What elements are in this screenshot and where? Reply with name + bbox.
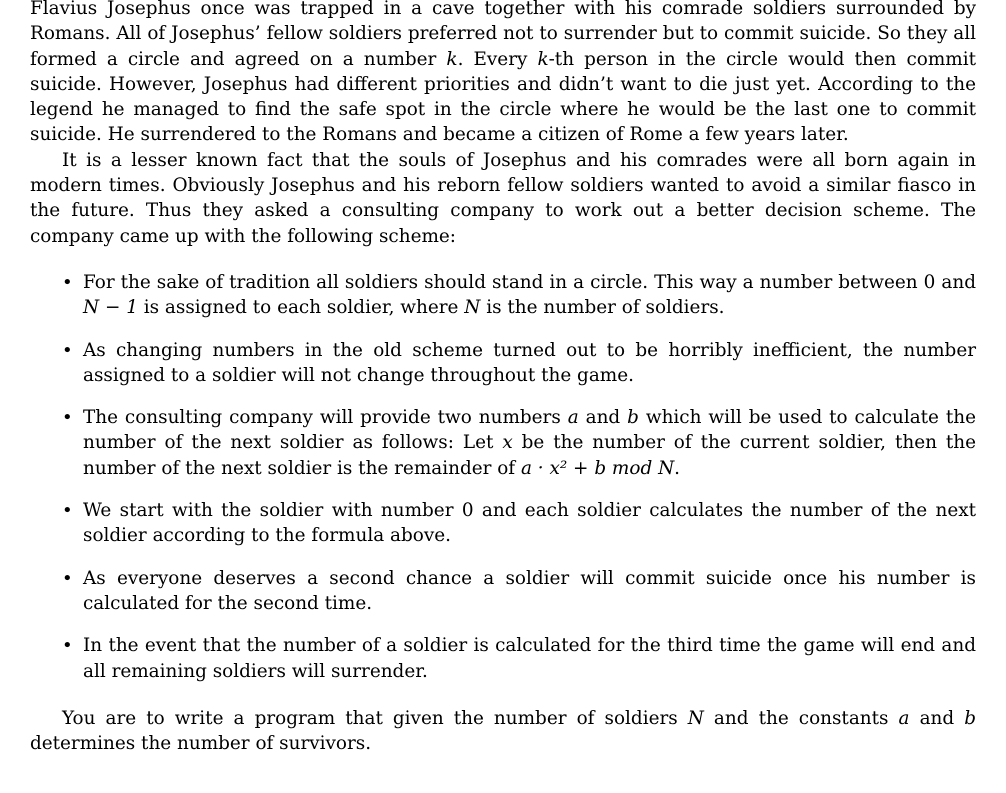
variable-a: a — [567, 407, 579, 429]
bullet-icon: • — [62, 567, 73, 589]
closing-text-2: and the constants — [703, 707, 899, 729]
problem-statement — [30, 0, 976, 756]
rule-3-text-2: and — [578, 407, 628, 429]
intro-paragraph — [30, 0, 976, 148]
rule-3-text-3: which will be used to calculate the number of the next soldier as follows: Let — [83, 407, 976, 454]
rule-1-text-3: is the number of soldiers. — [480, 297, 725, 319]
rules-list — [30, 270, 976, 684]
bullet-icon: • — [62, 407, 73, 429]
closing-text-3: and — [909, 707, 965, 729]
rule-3-text-5: . — [674, 457, 681, 479]
rule-3-text-1: The consulting company will provide two numbers — [83, 407, 568, 429]
variable-b: b — [964, 707, 977, 729]
variable-n: N — [464, 297, 481, 319]
variable-b: b — [627, 407, 639, 429]
list-item — [30, 338, 976, 389]
list-item — [30, 270, 976, 321]
math-n-minus-1: N − 1 — [83, 297, 138, 319]
rule-5-text: As everyone deserves a second chance a soldier will commit suicide once his number is calculated for the second time. — [83, 567, 976, 614]
variable-x: x — [502, 432, 513, 454]
bullet-icon: • — [62, 500, 73, 522]
rule-6-text: In the event that the number of a soldier is calculated for the third time the game will end and all remaining soldiers will surrender. — [83, 635, 976, 682]
intro-text-2: . Every — [457, 48, 538, 70]
rule-2-text: As changing numbers in the old scheme turned out to be horribly inefficient, the number assigned to a soldier will not change throughout the game. — [83, 339, 976, 386]
list-item — [30, 405, 976, 481]
list-item — [30, 566, 976, 617]
list-item — [30, 498, 976, 549]
intro-text-3: -th person in the circle would then commit suicide. However, Josephus had different priorities and didn’t want to die just yet. According to the legend he managed to find the safe spot in the circle where he would be the last one to commit suicide. He surrendered to the Romans and became a citizen of Rome a few years later. — [30, 48, 976, 146]
bullet-icon: • — [62, 271, 73, 293]
rule-4-text: We start with the soldier with number 0 and each soldier calculates the number of the next soldier according to the formula above. — [83, 500, 976, 547]
variable-n: N — [687, 707, 704, 729]
bullet-icon: • — [62, 339, 73, 361]
second-paragraph: It is a lesser known fact that the souls of Josephus and his comrades were all born again in modern times. Obviously Josephus and his reborn fellow soldiers wanted to avoid a similar fiasco in the future. Thus they asked a consulting company to work out a better decision scheme. The company came up with the following scheme: — [30, 149, 976, 247]
list-item — [30, 633, 976, 684]
rule-1-text-1: For the sake of tradition all soldiers should stand in a circle. This way a number between 0 and — [83, 271, 976, 293]
variable-k: k — [446, 48, 458, 70]
intro-text-1: Flavius Josephus once was trapped in a cave together with his comrade soldiers surrounded by Romans. All of Josephus’ fellow soldiers preferred not to surrender but to commit suicide. So they all formed a circle and agreed on a number — [30, 0, 976, 70]
variable-k: k — [537, 48, 549, 70]
rule-3-text-4: be the number of the current soldier, then the number of the next soldier is the remainder of — [83, 432, 976, 479]
rule-1-text-2: is assigned to each soldier, where — [137, 297, 465, 319]
closing-text-1: You are to write a program that given the number of soldiers — [62, 707, 688, 729]
bullet-icon: • — [62, 635, 73, 657]
closing-paragraph — [30, 706, 976, 757]
closing-text-4: determines the number of survivors. — [30, 733, 372, 755]
variable-a: a — [898, 707, 910, 729]
formula: a · x² + b mod N — [520, 457, 675, 479]
